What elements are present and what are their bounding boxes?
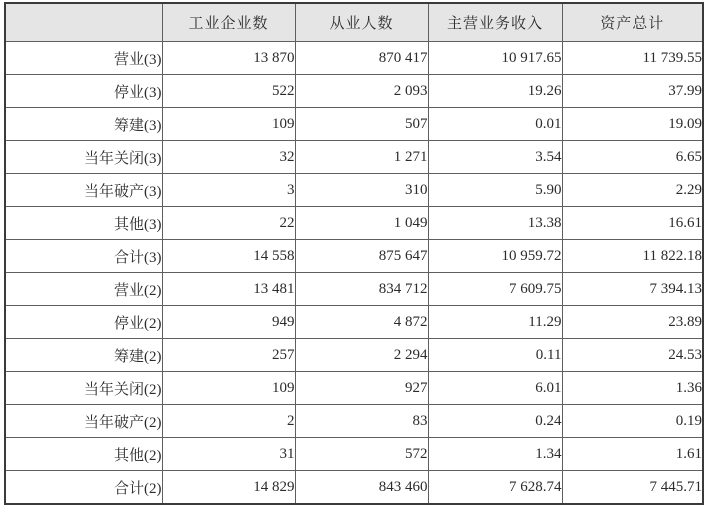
column-header-total-assets: 资产总计 (562, 3, 703, 42)
value-cell: 1.36 (562, 372, 703, 405)
value-cell: 13 481 (162, 273, 295, 306)
table-row (5, 207, 703, 240)
value-cell: 83 (295, 405, 428, 438)
value-cell: 522 (162, 75, 295, 108)
value-cell: 16.61 (562, 207, 703, 240)
value-cell: 507 (295, 108, 428, 141)
value-cell: 13.38 (428, 207, 562, 240)
value-cell: 11.29 (428, 306, 562, 339)
table-row (5, 372, 703, 405)
row-label: 合计(2) (5, 471, 162, 505)
table-row (5, 405, 703, 438)
value-cell: 3.54 (428, 141, 562, 174)
value-cell: 37.99 (562, 75, 703, 108)
row-label: 营业(2) (5, 273, 162, 306)
value-cell: 109 (162, 372, 295, 405)
value-cell: 10 959.72 (428, 240, 562, 273)
value-cell: 834 712 (295, 273, 428, 306)
row-label: 其他(3) (5, 207, 162, 240)
value-cell: 0.24 (428, 405, 562, 438)
header-row (5, 3, 703, 42)
value-cell: 109 (162, 108, 295, 141)
value-cell: 2 294 (295, 339, 428, 372)
value-cell: 19.09 (562, 108, 703, 141)
value-cell: 31 (162, 438, 295, 471)
value-cell: 10 917.65 (428, 42, 562, 75)
row-label: 当年破产(3) (5, 174, 162, 207)
table-row (5, 108, 703, 141)
value-cell: 23.89 (562, 306, 703, 339)
value-cell: 927 (295, 372, 428, 405)
value-cell: 14 829 (162, 471, 295, 505)
table-row (5, 438, 703, 471)
value-cell: 870 417 (295, 42, 428, 75)
table-row (5, 141, 703, 174)
value-cell: 843 460 (295, 471, 428, 505)
value-cell: 6.01 (428, 372, 562, 405)
row-label: 筹建(3) (5, 108, 162, 141)
value-cell: 11 822.18 (562, 240, 703, 273)
value-cell: 2.29 (562, 174, 703, 207)
table-row (5, 306, 703, 339)
value-cell: 6.65 (562, 141, 703, 174)
value-cell: 13 870 (162, 42, 295, 75)
row-label: 停业(3) (5, 75, 162, 108)
value-cell: 5.90 (428, 174, 562, 207)
value-cell: 1.34 (428, 438, 562, 471)
value-cell: 0.19 (562, 405, 703, 438)
value-cell: 19.26 (428, 75, 562, 108)
column-header-enterprise-count: 工业企业数 (162, 3, 295, 42)
table-row (5, 471, 703, 505)
value-cell: 7 445.71 (562, 471, 703, 505)
value-cell: 2 (162, 405, 295, 438)
table-row (5, 339, 703, 372)
row-label: 当年破产(2) (5, 405, 162, 438)
value-cell: 1 049 (295, 207, 428, 240)
value-cell: 257 (162, 339, 295, 372)
statistics-table (4, 2, 704, 505)
value-cell: 572 (295, 438, 428, 471)
column-header-empty (5, 3, 162, 42)
value-cell: 24.53 (562, 339, 703, 372)
value-cell: 310 (295, 174, 428, 207)
row-label: 营业(3) (5, 42, 162, 75)
value-cell: 1.61 (562, 438, 703, 471)
table-row (5, 75, 703, 108)
value-cell: 7 394.13 (562, 273, 703, 306)
value-cell: 22 (162, 207, 295, 240)
table-row (5, 273, 703, 306)
value-cell: 32 (162, 141, 295, 174)
row-label: 其他(2) (5, 438, 162, 471)
value-cell: 875 647 (295, 240, 428, 273)
value-cell: 7 609.75 (428, 273, 562, 306)
row-label: 合计(3) (5, 240, 162, 273)
value-cell: 0.01 (428, 108, 562, 141)
column-header-main-revenue: 主营业务收入 (428, 3, 562, 42)
row-label: 当年关闭(2) (5, 372, 162, 405)
value-cell: 3 (162, 174, 295, 207)
value-cell: 949 (162, 306, 295, 339)
row-label: 停业(2) (5, 306, 162, 339)
table-row (5, 174, 703, 207)
value-cell: 0.11 (428, 339, 562, 372)
value-cell: 7 628.74 (428, 471, 562, 505)
row-label: 筹建(2) (5, 339, 162, 372)
table-row (5, 240, 703, 273)
value-cell: 11 739.55 (562, 42, 703, 75)
value-cell: 14 558 (162, 240, 295, 273)
table-body (5, 42, 703, 505)
value-cell: 4 872 (295, 306, 428, 339)
row-label: 当年关闭(3) (5, 141, 162, 174)
value-cell: 1 271 (295, 141, 428, 174)
column-header-employees: 从业人数 (295, 3, 428, 42)
table-row (5, 42, 703, 75)
value-cell: 2 093 (295, 75, 428, 108)
